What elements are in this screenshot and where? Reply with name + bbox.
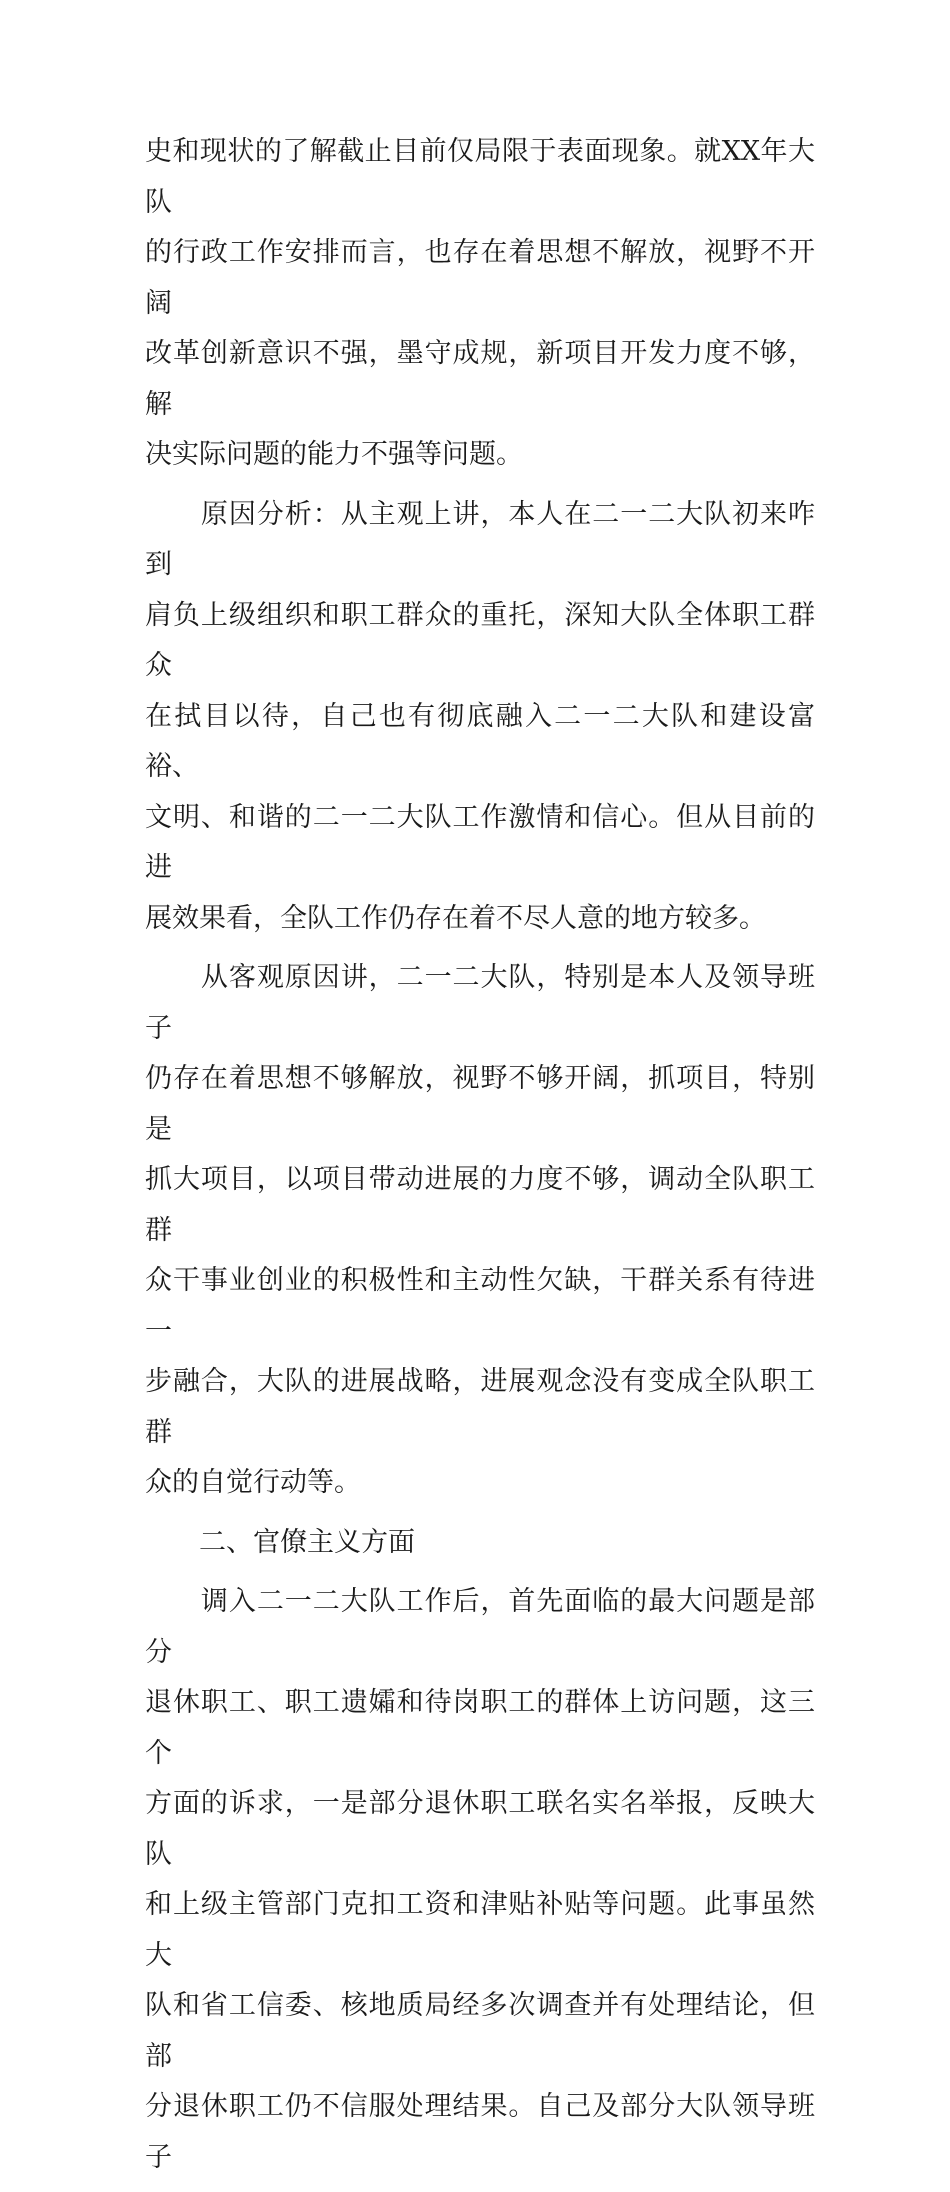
paragraph-petition-issues: 调入二一二大队工作后，首先面临的最大问题是部分 退休职工、职工遗孀和待岗职工的群体上访问题，这三个 方面的诉求，一是部分退休职工联名实名举报，反映大队 和上级主管部门克扣工资和津贴补贴等问题。此事虽然大 队和省工信委、核地质局经多次调查并有处理结论，但部 分退休职工仍不信服处理结果。自己及部分大队领导班子 bbox=[145, 1586, 815, 2173]
paragraph-cause-analysis-subjective: 原因分析：从主观上讲，本人在二一二大队初来咋到 肩负上级组织和职工群众的重托，深知大队全体职工群众 在拭目以待，自己也有彻底融入二一二大队和建设富裕、 文明、和谐的二一二大队工作激情和信心。但从目前的进 展效果看，全队工作仍存在着不尽人意的地方较多。 bbox=[145, 498, 815, 934]
document-body bbox=[145, 127, 815, 2192]
paragraph-history-status: 史和现状的了解截止目前仅局限于表面现象。就XX年大队 的行政工作安排而言，也存在着思想不解放，视野不开阔 改革创新意识不强，墨守成规，新项目开发力度不够，解 决实际问题的能力不强等问题。 bbox=[145, 136, 815, 470]
section-heading-bureaucratism: 二、官僚主义方面 bbox=[145, 1526, 415, 1558]
paragraph-cause-analysis-objective: 从客观原因讲，二一二大队，特别是本人及领导班子 仍存在着思想不够解放，视野不够开阔，抓项目，特别是 抓大项目，以项目带动进展的力度不够，调动全队职工群 众干事业创业的积极性和主动性欠缺，干群关系有待进一 步融合，大队的进展战略，进展观念没有变成全队职工群 众的自觉行动等。 bbox=[145, 962, 815, 1498]
